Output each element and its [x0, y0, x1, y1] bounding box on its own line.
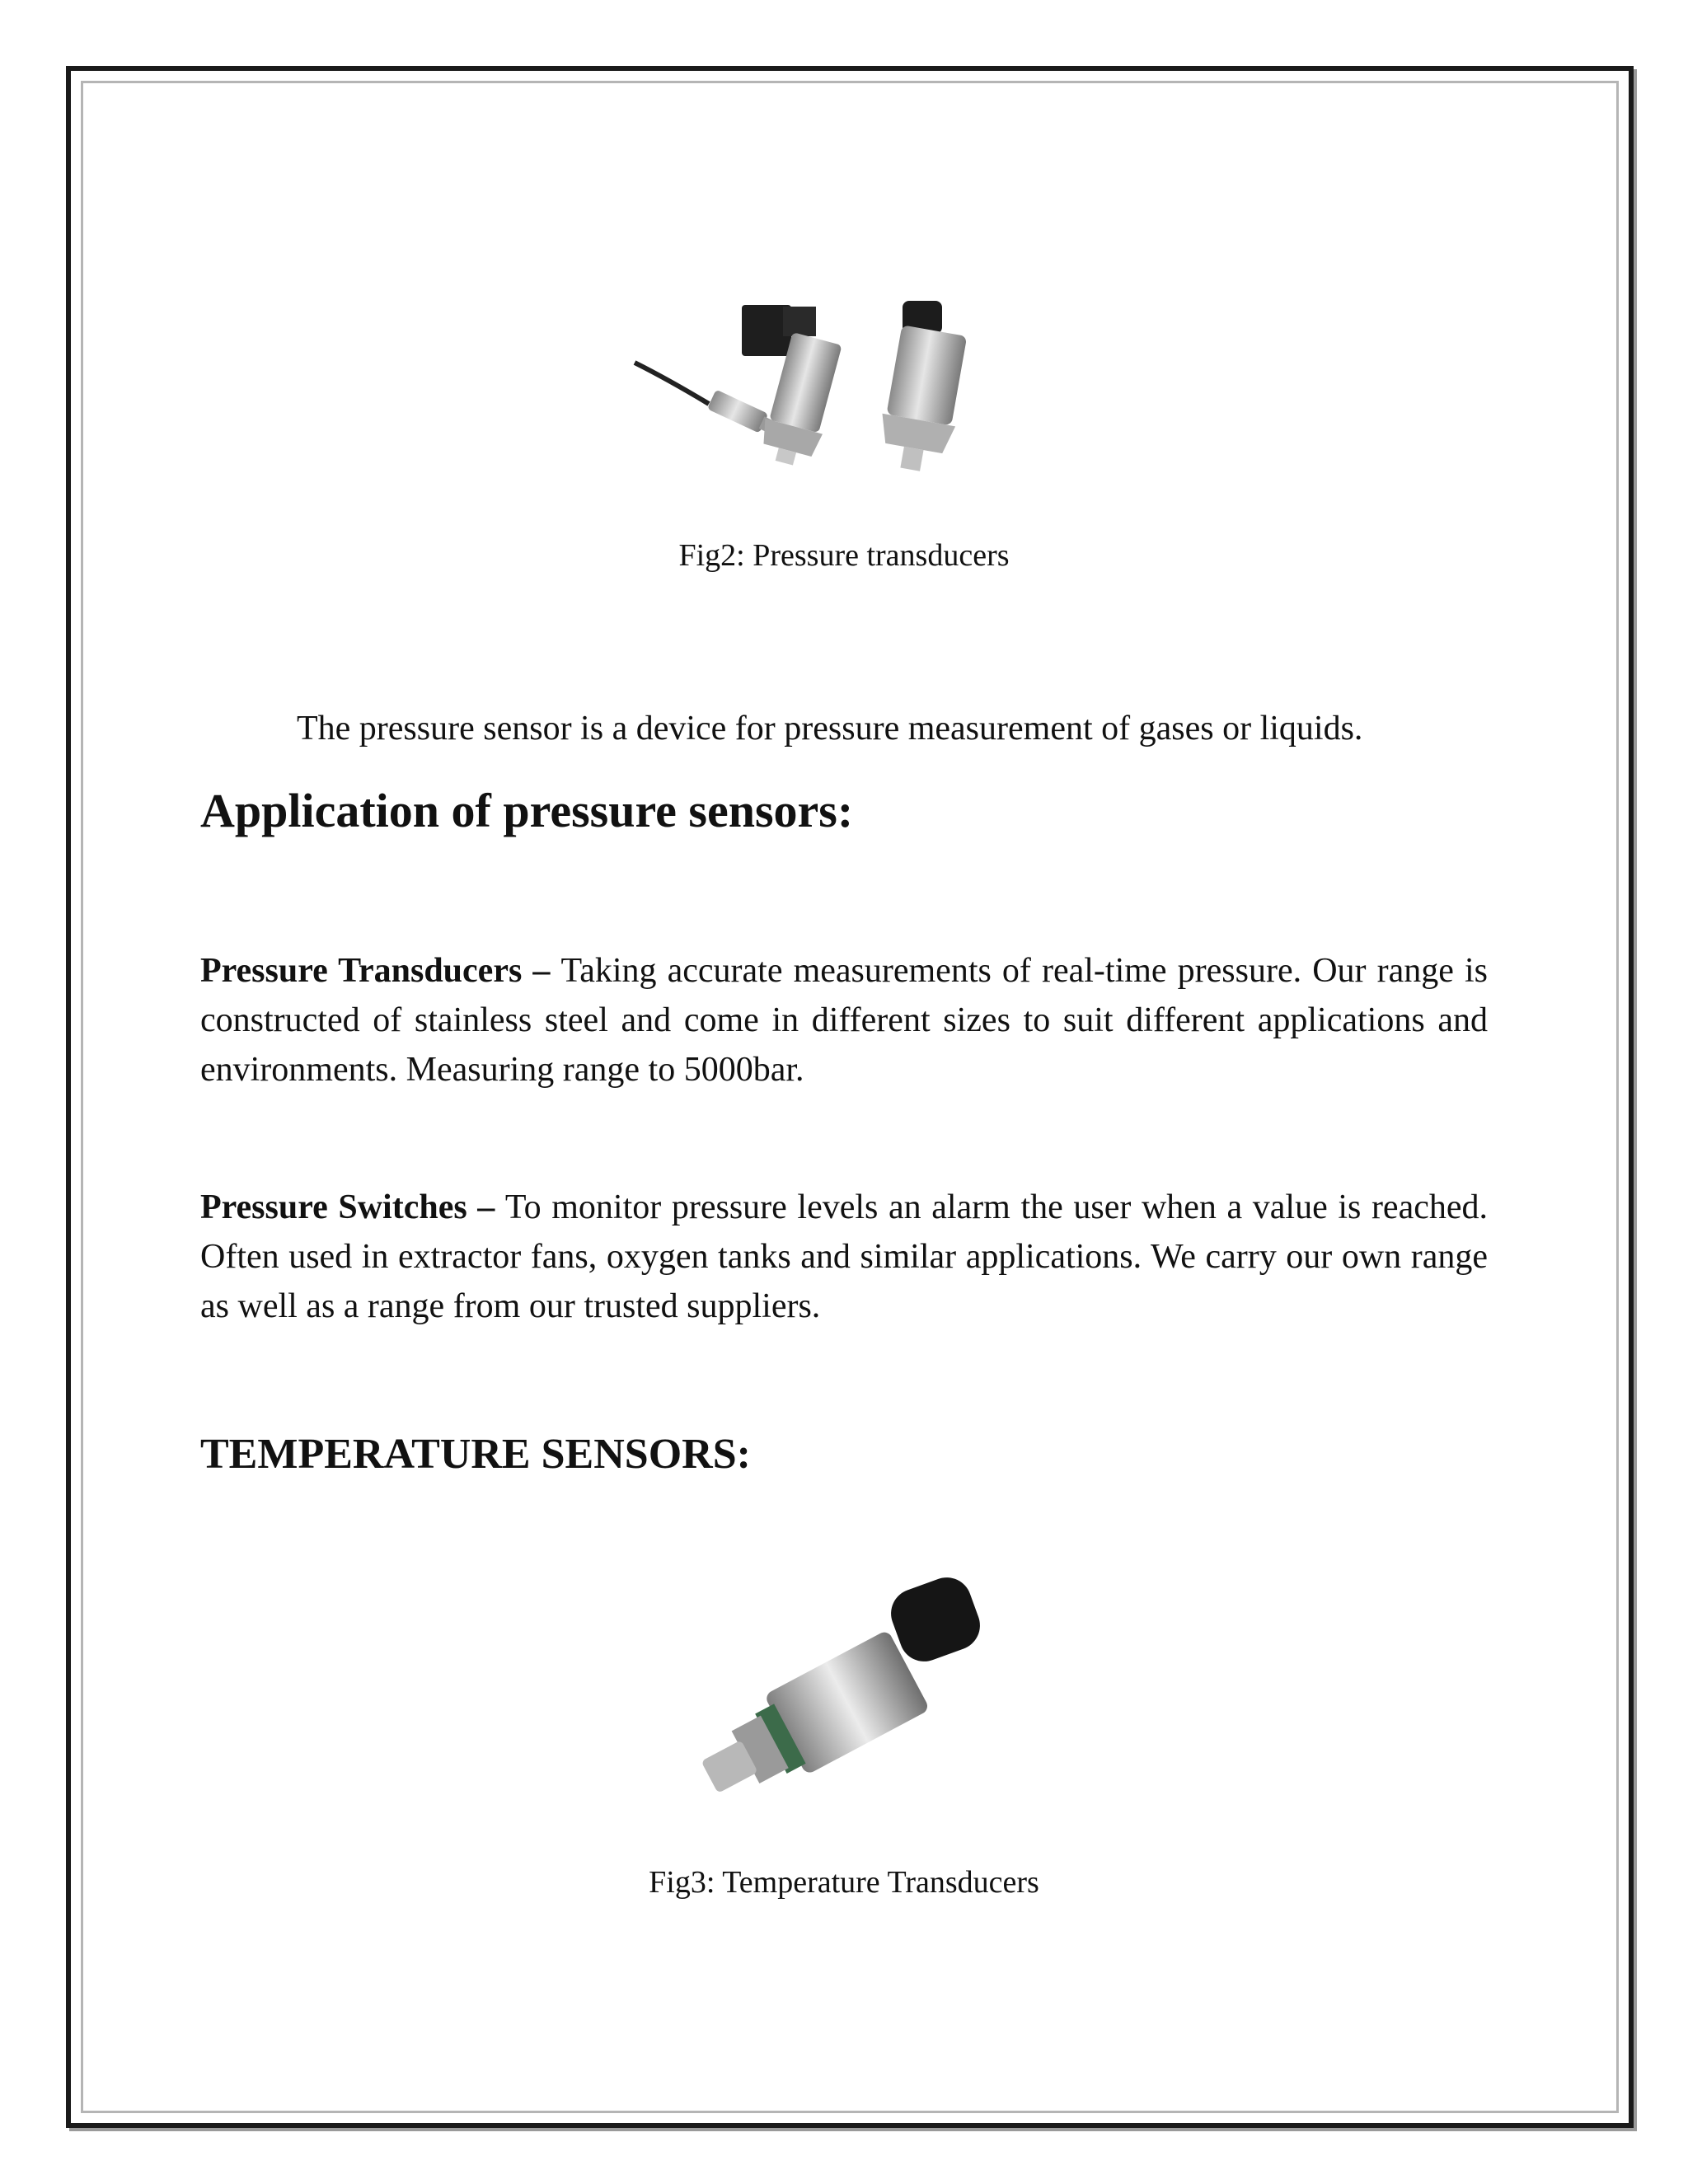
pressure-transducers-image	[618, 288, 1014, 494]
pressure-switches-paragraph	[200, 1183, 1488, 1331]
item-term: Pressure Switches	[200, 1188, 467, 1226]
item-text: Taking accurate measurements of real-time pressure. Our range is constructed of stainless steel and come in different sizes to suit different applications and environments. Measuring range to 5000bar.	[200, 952, 1488, 1089]
fig2-caption: Fig2: Pressure transducers	[678, 538, 1010, 573]
pressure-transducers-paragraph	[200, 946, 1488, 1094]
item-dash: –	[467, 1188, 505, 1226]
temperature-transducer-image	[684, 1566, 1014, 1830]
fig3-caption: Fig3: Temperature Transducers	[649, 1865, 1039, 1900]
intro-paragraph: The pressure sensor is a device for pressure measurement of gases or liquids.	[297, 710, 1363, 748]
item-dash: –	[522, 952, 561, 990]
item-text: To monitor pressure levels an alarm the user when a value is reached. Often used in extractor fans, oxygen tanks and similar applications. We carry our own range as well as a range from our trusted suppliers.	[200, 1188, 1489, 1325]
temperature-sensors-heading: TEMPERATURE SENSORS:	[200, 1431, 751, 1478]
item-term: Pressure Transducers	[200, 952, 523, 990]
application-heading: Application of pressure sensors:	[200, 784, 854, 837]
